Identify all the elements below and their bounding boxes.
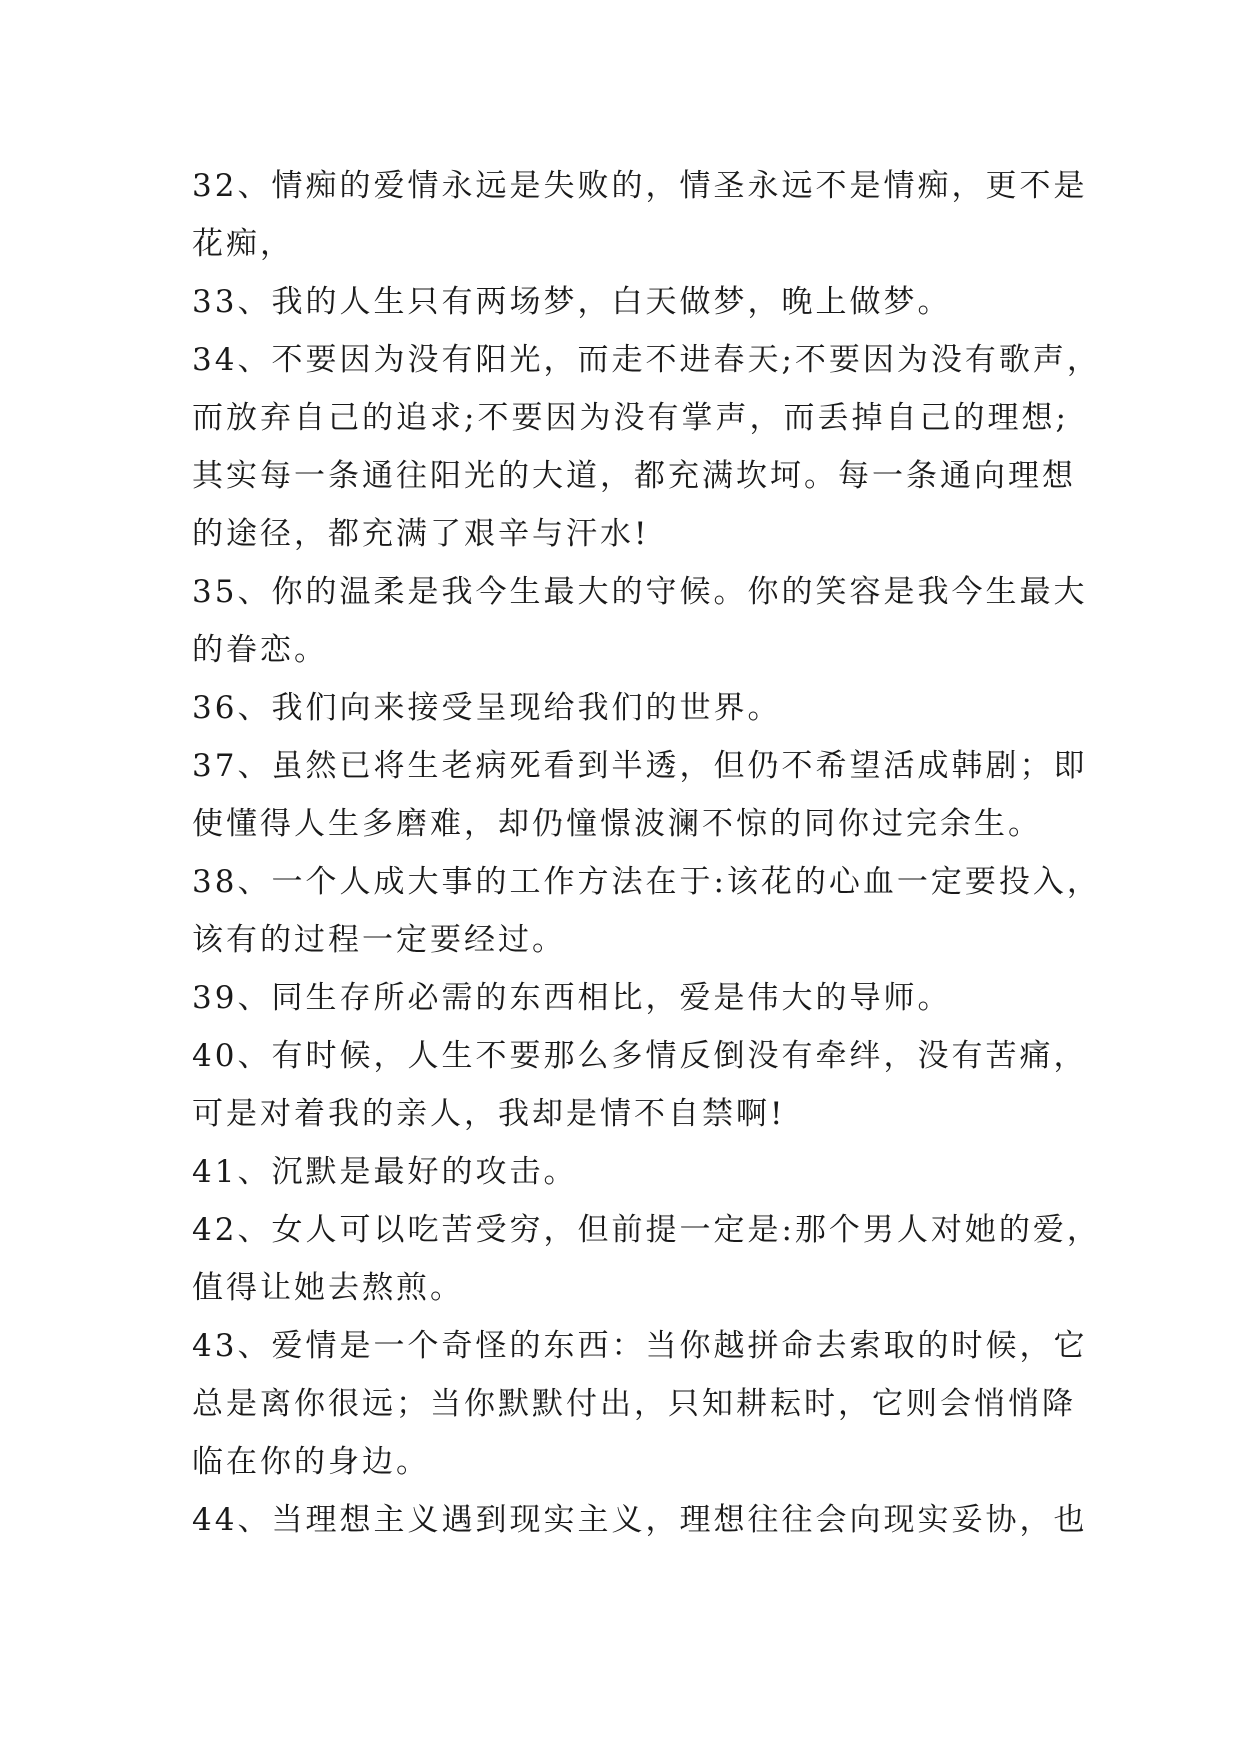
text-line-2: 花痴， xyxy=(192,226,294,262)
text-line-9: 的眷恋。 xyxy=(192,632,328,668)
text-line-14: 该有的过程一定要经过。 xyxy=(192,922,566,958)
text-line-24: 44、当理想主义遇到现实主义，理想往往会向现实妥协，也 xyxy=(192,1502,1088,1538)
text-line-16: 40、有时候，人生不要那么多情反倒没有牵绊，没有苦痛， xyxy=(192,1038,1088,1074)
text-line-10: 36、我们向来接受呈现给我们的世界。 xyxy=(192,690,782,726)
text-line-22: 总是离你很远；当你默默付出，只知耕耘时，它则会悄悄降 xyxy=(192,1386,1076,1422)
document-body xyxy=(192,157,1101,1549)
text-line-21: 43、爱情是一个奇怪的东西：当你越拼命去索取的时候，它 xyxy=(192,1328,1088,1364)
text-line-4: 34、不要因为没有阳光，而走不进春天;不要因为没有歌声， xyxy=(192,342,1101,378)
text-line-15: 39、同生存所必需的东西相比，爱是伟大的导师。 xyxy=(192,980,952,1016)
text-line-23: 临在你的身边。 xyxy=(192,1444,430,1480)
text-line-3: 33、我的人生只有两场梦，白天做梦，晚上做梦。 xyxy=(192,284,952,320)
text-line-19: 42、女人可以吃苦受穷，但前提一定是:那个男人对她的爱， xyxy=(192,1212,1101,1248)
text-line-7: 的途径，都充满了艰辛与汗水! xyxy=(192,516,650,552)
text-line-8: 35、你的温柔是我今生最大的守候。你的笑容是我今生最大 xyxy=(192,574,1088,610)
text-line-20: 值得让她去熬煎。 xyxy=(192,1270,464,1306)
text-line-1: 32、情痴的爱情永远是失败的，情圣永远不是情痴，更不是 xyxy=(192,168,1088,204)
text-line-17: 可是对着我的亲人，我却是情不自禁啊! xyxy=(192,1096,786,1132)
text-line-11: 37、虽然已将生老病死看到半透，但仍不希望活成韩剧；即 xyxy=(192,748,1088,784)
text-line-6: 其实每一条通往阳光的大道，都充满坎坷。每一条通向理想 xyxy=(192,458,1076,494)
text-line-5: 而放弃自己的追求;不要因为没有掌声，而丢掉自己的理想; xyxy=(192,400,1069,436)
text-line-13: 38、一个人成大事的工作方法在于:该花的心血一定要投入， xyxy=(192,864,1101,900)
text-line-18: 41、沉默是最好的攻击。 xyxy=(192,1154,578,1190)
text-line-12: 使懂得人生多磨难，却仍憧憬波澜不惊的同你过完余生。 xyxy=(192,806,1042,842)
